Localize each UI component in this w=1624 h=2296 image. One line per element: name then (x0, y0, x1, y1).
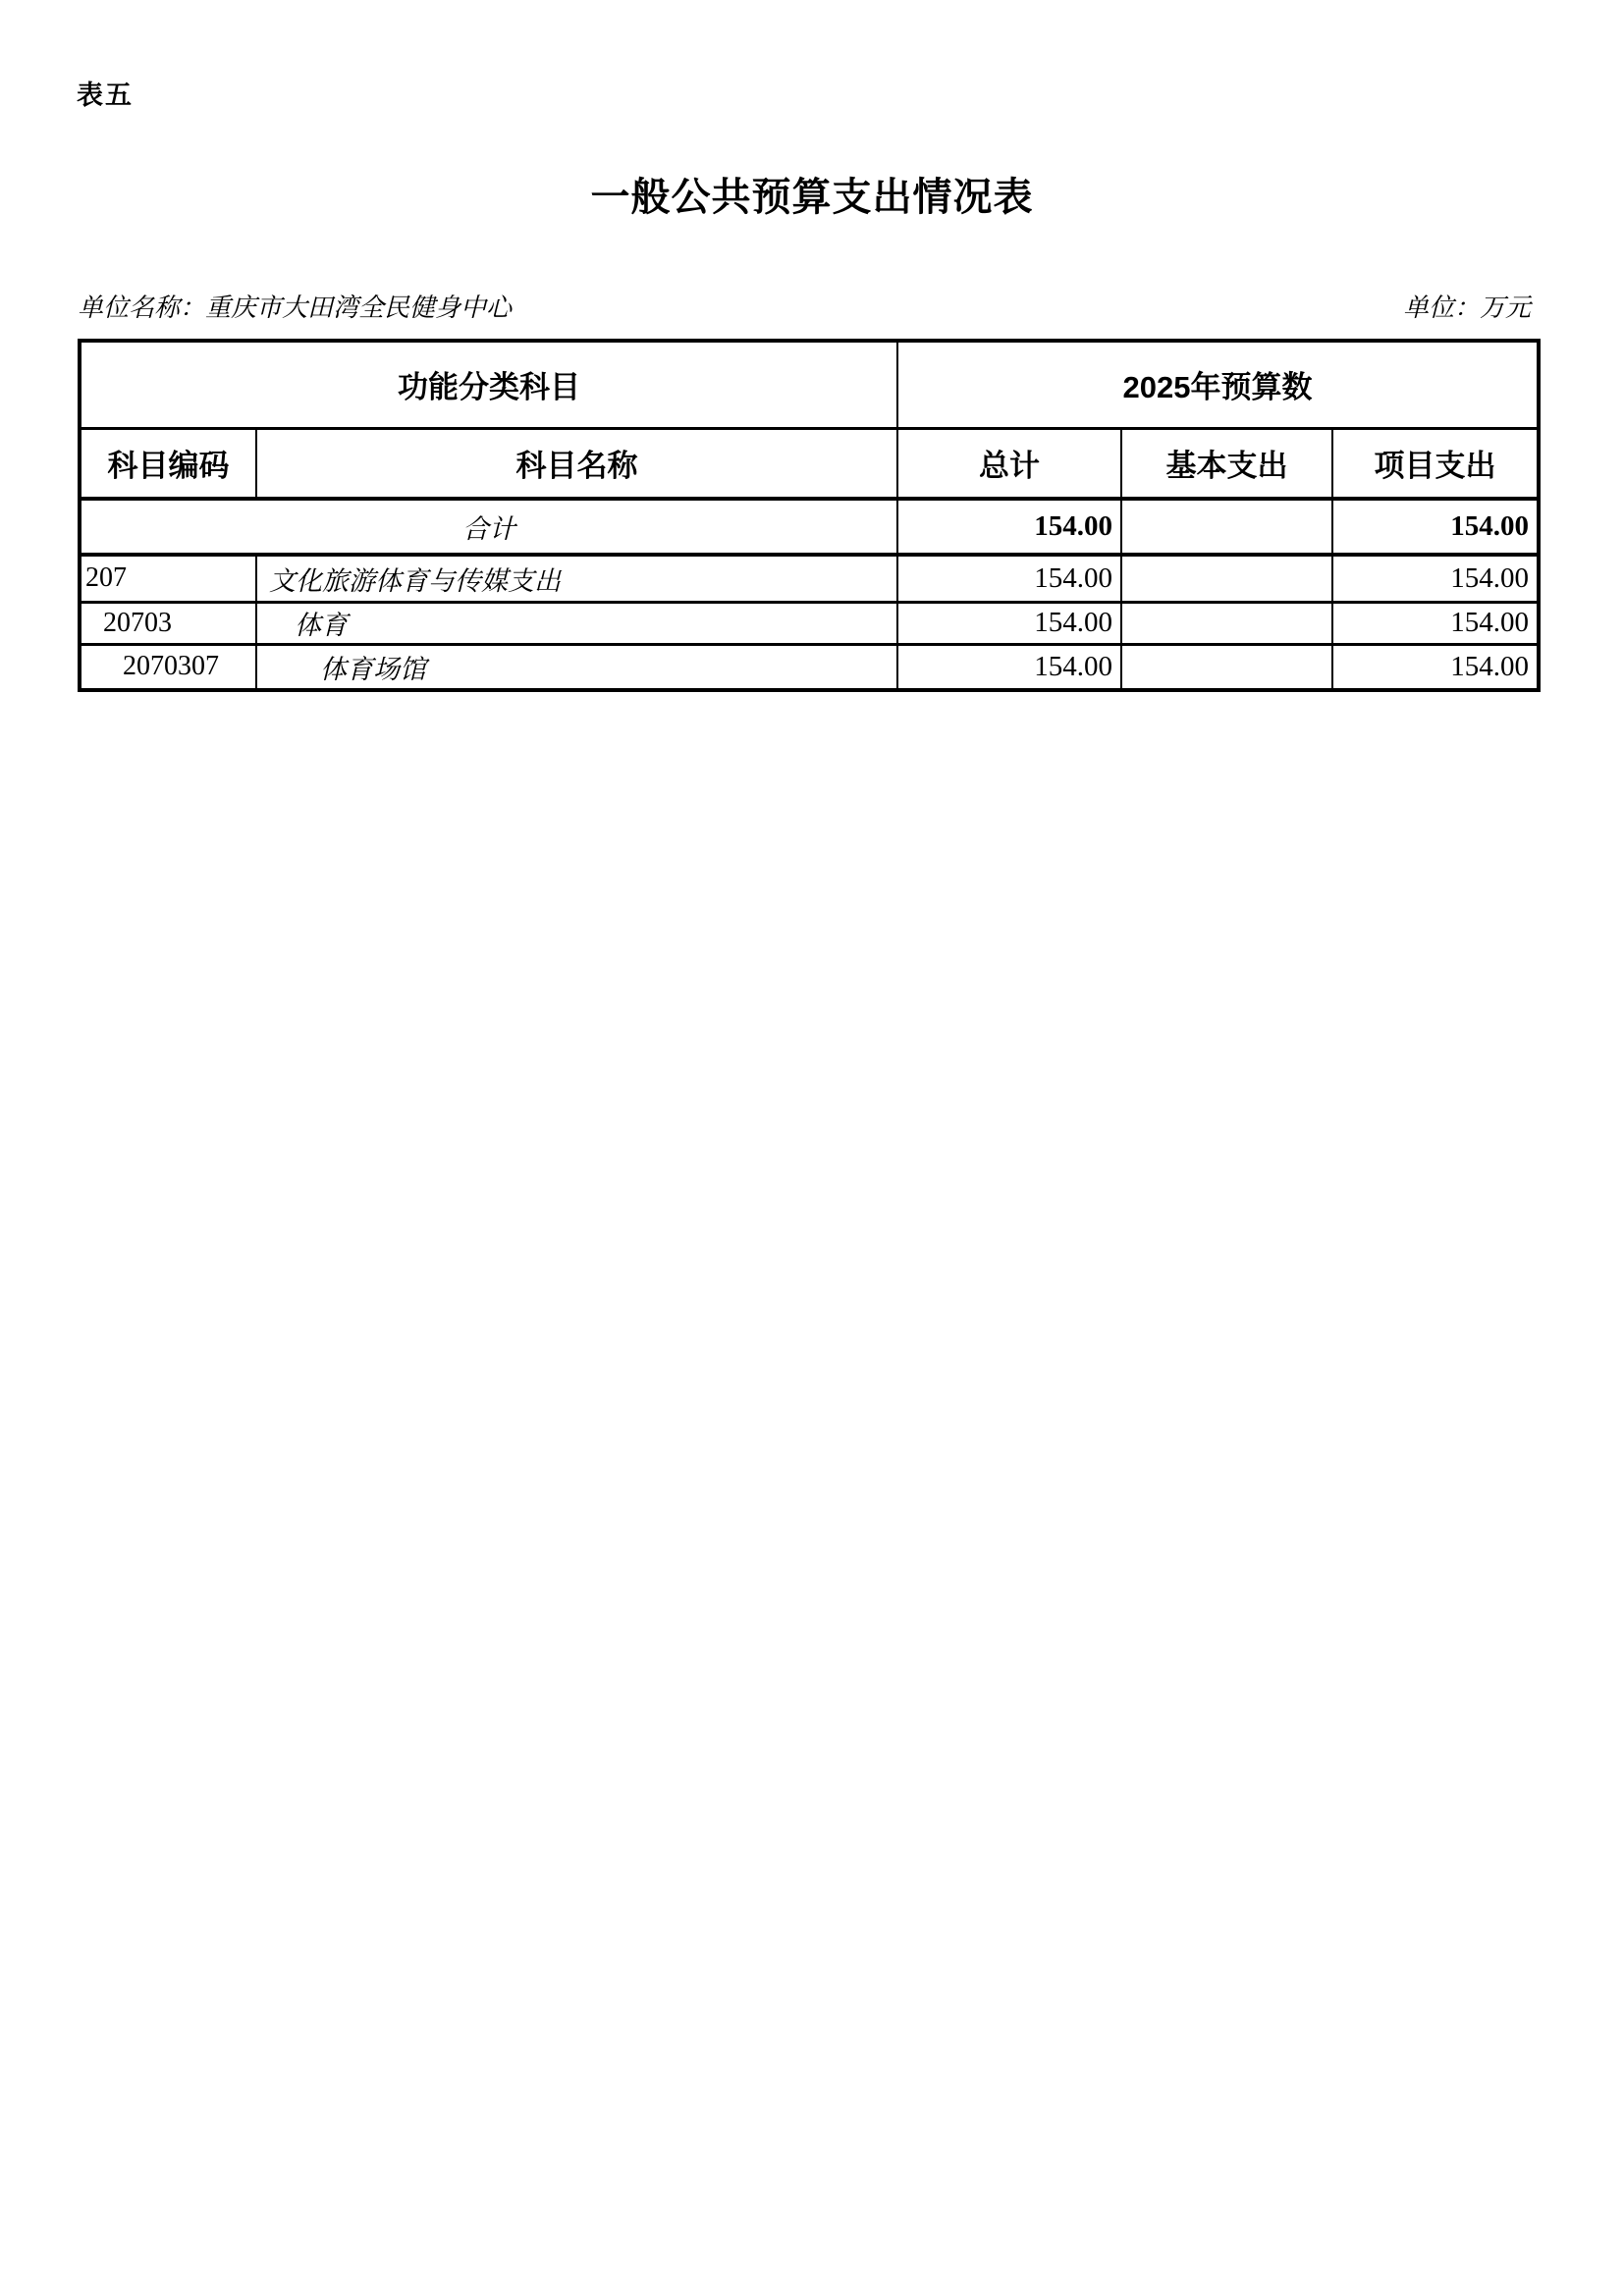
header-total: 总计 (897, 428, 1121, 499)
header-subject-name: 科目名称 (256, 428, 897, 499)
unit-measure: 单位：万元 (1402, 294, 1531, 322)
budget-table (78, 339, 1541, 692)
row-total-value: 154.00 (897, 602, 1121, 644)
row-code: 207 (80, 555, 256, 602)
row-basic-value (1121, 602, 1332, 644)
row-project-value: 154.00 (1332, 555, 1539, 602)
row-total-value: 154.00 (897, 555, 1121, 602)
row-name: 体育场馆 (256, 644, 897, 690)
row-code: 20703 (80, 602, 256, 644)
row-basic-value (1121, 555, 1332, 602)
header-subject-code: 科目编码 (80, 428, 256, 499)
row-total-value: 154.00 (897, 644, 1121, 690)
table-header-group-row (80, 341, 1539, 428)
unit-name: 单位名称：重庆市大田湾全民健身中心 (78, 294, 513, 322)
row-name: 体育 (256, 602, 897, 644)
page-title: 一般公共预算支出情况表 (590, 175, 1034, 219)
unit-info-row (78, 291, 1537, 326)
table-header-columns-row (80, 428, 1539, 499)
table-total-row (80, 499, 1539, 555)
header-function-category-group: 功能分类科目 (80, 341, 897, 428)
row-code: 2070307 (80, 644, 256, 690)
total-row-total-value: 154.00 (897, 499, 1121, 555)
total-row-label: 合计 (80, 499, 897, 555)
form-number-label: 表五 (77, 80, 134, 110)
row-project-value: 154.00 (1332, 602, 1539, 644)
row-project-value: 154.00 (1332, 644, 1539, 690)
table-row (80, 555, 1539, 602)
header-basic-expenditure: 基本支出 (1121, 428, 1332, 499)
table-row (80, 644, 1539, 690)
total-row-basic-value (1121, 499, 1332, 555)
row-name: 文化旅游体育与传媒支出 (256, 555, 897, 602)
row-basic-value (1121, 644, 1332, 690)
header-budget-year-group: 2025年预算数 (897, 341, 1539, 428)
header-project-expenditure: 项目支出 (1332, 428, 1539, 499)
table-row (80, 602, 1539, 644)
total-row-project-value: 154.00 (1332, 499, 1539, 555)
